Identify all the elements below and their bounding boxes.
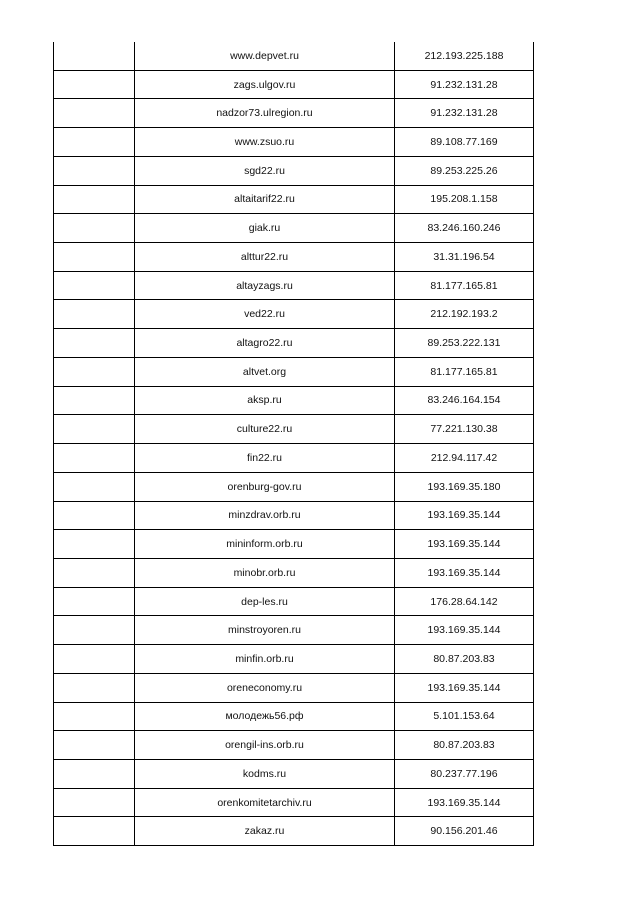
- table-row: [53, 588, 534, 617]
- table-row: [53, 415, 534, 444]
- table-row: [53, 186, 534, 215]
- empty-cell: [53, 42, 134, 70]
- domain-cell: oreneconomy.ru: [134, 674, 394, 702]
- table-row: [53, 358, 534, 387]
- empty-cell: [53, 387, 134, 415]
- domain-cell: mininform.orb.ru: [134, 530, 394, 558]
- empty-cell: [53, 703, 134, 731]
- empty-cell: [53, 415, 134, 443]
- empty-cell: [53, 645, 134, 673]
- empty-cell: [53, 473, 134, 501]
- ip-cell: 193.169.35.144: [394, 789, 534, 817]
- empty-cell: [53, 444, 134, 472]
- table-row: [53, 387, 534, 416]
- empty-cell: [53, 559, 134, 587]
- table-row: [53, 444, 534, 473]
- domain-cell: www.depvet.ru: [134, 42, 394, 70]
- empty-cell: [53, 616, 134, 644]
- empty-cell: [53, 157, 134, 185]
- domain-cell: minfin.orb.ru: [134, 645, 394, 673]
- empty-cell: [53, 530, 134, 558]
- domain-cell: minobr.orb.ru: [134, 559, 394, 587]
- ip-cell: 5.101.153.64: [394, 703, 534, 731]
- domain-cell: giak.ru: [134, 214, 394, 242]
- ip-cell: 89.253.222.131: [394, 329, 534, 357]
- empty-cell: [53, 214, 134, 242]
- ip-cell: 193.169.35.144: [394, 616, 534, 644]
- table-row: [53, 645, 534, 674]
- empty-cell: [53, 502, 134, 530]
- domain-cell: aksp.ru: [134, 387, 394, 415]
- domain-cell: orenkomitetarchiv.ru: [134, 789, 394, 817]
- domain-cell: zakaz.ru: [134, 817, 394, 845]
- domain-cell: dep-les.ru: [134, 588, 394, 616]
- table-row: [53, 789, 534, 818]
- table-row: [53, 128, 534, 157]
- ip-cell: 81.177.165.81: [394, 272, 534, 300]
- empty-cell: [53, 358, 134, 386]
- empty-cell: [53, 731, 134, 759]
- domain-cell: молодежь56.рф: [134, 703, 394, 731]
- ip-cell: 193.169.35.144: [394, 674, 534, 702]
- table-row: [53, 817, 534, 846]
- domain-cell: fin22.ru: [134, 444, 394, 472]
- ip-cell: 212.193.225.188: [394, 42, 534, 70]
- table-row: [53, 616, 534, 645]
- table-row: [53, 99, 534, 128]
- empty-cell: [53, 789, 134, 817]
- domain-cell: alttur22.ru: [134, 243, 394, 271]
- domain-cell: kodms.ru: [134, 760, 394, 788]
- table-row: [53, 731, 534, 760]
- table-row: [53, 530, 534, 559]
- ip-cell: 80.87.203.83: [394, 645, 534, 673]
- domain-cell: sgd22.ru: [134, 157, 394, 185]
- ip-cell: 83.246.164.154: [394, 387, 534, 415]
- domain-cell: minstroyoren.ru: [134, 616, 394, 644]
- domain-cell: ved22.ru: [134, 300, 394, 328]
- domain-cell: nadzor73.ulregion.ru: [134, 99, 394, 127]
- domain-cell: orenburg-gov.ru: [134, 473, 394, 501]
- ip-cell: 80.87.203.83: [394, 731, 534, 759]
- ip-cell: 195.208.1.158: [394, 186, 534, 214]
- ip-cell: 212.94.117.42: [394, 444, 534, 472]
- ip-cell: 77.221.130.38: [394, 415, 534, 443]
- ip-cell: 212.192.193.2: [394, 300, 534, 328]
- ip-cell: 31.31.196.54: [394, 243, 534, 271]
- domain-cell: culture22.ru: [134, 415, 394, 443]
- domain-cell: altvet.org: [134, 358, 394, 386]
- ip-cell: 193.169.35.180: [394, 473, 534, 501]
- table-row: [53, 300, 534, 329]
- table-row: [53, 760, 534, 789]
- domain-cell: zags.ulgov.ru: [134, 71, 394, 99]
- table-row: [53, 559, 534, 588]
- empty-cell: [53, 71, 134, 99]
- domain-cell: minzdrav.orb.ru: [134, 502, 394, 530]
- table-row: [53, 71, 534, 100]
- table-row: [53, 502, 534, 531]
- ip-cell: 176.28.64.142: [394, 588, 534, 616]
- ip-cell: 89.253.225.26: [394, 157, 534, 185]
- empty-cell: [53, 300, 134, 328]
- table-row: [53, 674, 534, 703]
- ip-cell: 90.156.201.46: [394, 817, 534, 845]
- ip-cell: 81.177.165.81: [394, 358, 534, 386]
- empty-cell: [53, 760, 134, 788]
- empty-cell: [53, 329, 134, 357]
- ip-cell: 91.232.131.28: [394, 99, 534, 127]
- ip-cell: 193.169.35.144: [394, 502, 534, 530]
- table-row: [53, 473, 534, 502]
- empty-cell: [53, 128, 134, 156]
- domain-cell: altagro22.ru: [134, 329, 394, 357]
- empty-cell: [53, 588, 134, 616]
- empty-cell: [53, 674, 134, 702]
- empty-cell: [53, 817, 134, 845]
- domain-cell: altayzags.ru: [134, 272, 394, 300]
- domain-ip-table: [53, 42, 534, 846]
- ip-cell: 193.169.35.144: [394, 559, 534, 587]
- empty-cell: [53, 99, 134, 127]
- table-row: [53, 214, 534, 243]
- table-row: [53, 703, 534, 732]
- ip-cell: 193.169.35.144: [394, 530, 534, 558]
- table-row: [53, 243, 534, 272]
- ip-cell: 83.246.160.246: [394, 214, 534, 242]
- ip-cell: 91.232.131.28: [394, 71, 534, 99]
- ip-cell: 89.108.77.169: [394, 128, 534, 156]
- domain-cell: www.zsuo.ru: [134, 128, 394, 156]
- table-row: [53, 272, 534, 301]
- table-row: [53, 42, 534, 71]
- empty-cell: [53, 272, 134, 300]
- table-row: [53, 329, 534, 358]
- table-row: [53, 157, 534, 186]
- domain-cell: orengil-ins.orb.ru: [134, 731, 394, 759]
- ip-cell: 80.237.77.196: [394, 760, 534, 788]
- document-table-viewport: [53, 49, 534, 838]
- empty-cell: [53, 243, 134, 271]
- domain-cell: altaitarif22.ru: [134, 186, 394, 214]
- empty-cell: [53, 186, 134, 214]
